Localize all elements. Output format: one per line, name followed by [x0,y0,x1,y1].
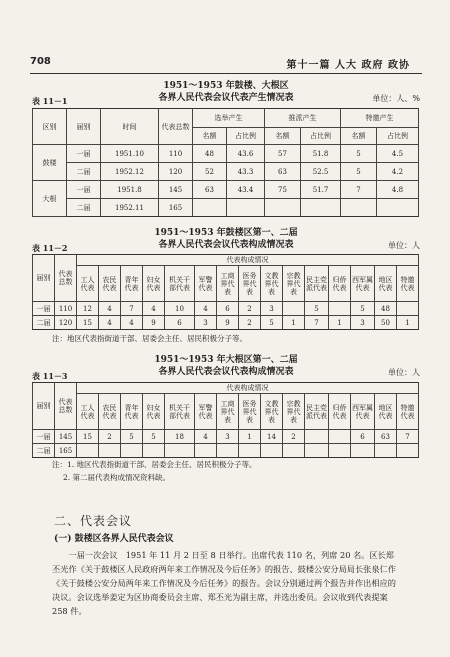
cell: 165 [159,199,193,217]
table2-number: 表 11－2 [32,243,68,253]
district-cell: 大根 [33,181,67,217]
cell [99,444,121,458]
cell: 52.5 [301,163,341,181]
th-pct: 占比例 [227,128,265,145]
cell [121,444,143,458]
cell [341,199,377,217]
cell: 4.5 [377,145,419,163]
district-cell: 鼓楼 [33,145,67,181]
th-category: 医务界代表 [239,266,261,302]
th-category: 宗教界代表 [283,266,305,302]
chapter-title: 第十一篇 人大 政府 政协 [286,60,410,71]
cell: 1951.8 [101,181,159,199]
cell [377,199,419,217]
cell: 120 [55,316,77,330]
th-category: 青年代表 [121,266,143,302]
th-composition: 代表构成情况 [77,255,419,266]
page-number: 708 [30,56,51,67]
cell [77,444,99,458]
cell [261,444,283,458]
section-subheading: (一) 鼓楼区各界人民代表会议 [54,534,174,544]
th-count: 名额 [265,128,301,145]
cell [283,302,305,316]
cell [193,199,227,217]
cell [329,430,351,444]
th-category: 妇女代表 [143,266,165,302]
cell: 63 [375,430,397,444]
cell: 一届 [67,145,101,163]
table-row [33,145,419,163]
cell: 4 [195,302,217,316]
cell [397,444,419,458]
cell: 6 [165,316,195,330]
cell [375,444,397,458]
th-category: 西军属代表 [351,266,375,302]
cell: 4 [99,316,121,330]
th-category: 西军属代表 [351,394,375,430]
table-row [33,444,419,458]
th-category: 地区代表 [375,266,397,302]
cell [283,444,305,458]
cell: 5 [143,430,165,444]
cell: 3 [195,316,217,330]
th-session: 届别 [67,109,101,145]
th-total: 代表总数 [159,109,193,145]
th-invited: 特邀产生 [341,109,419,128]
cell [329,302,351,316]
cell: 7 [397,430,419,444]
th-category: 特邀代表 [397,266,419,302]
th-pct: 占比例 [377,128,419,145]
cell [397,302,419,316]
cell: 6 [217,302,239,316]
cell: 43.3 [227,163,265,181]
cell [195,444,217,458]
table1-unit: 单位：人、% [372,94,420,103]
cell [165,444,195,458]
table3-title-line1: 1951～1953 年大根区第一、二届 [154,355,298,365]
th-total: 代表总数 [55,383,77,430]
th-category: 机关干部代表 [165,394,195,430]
th-category: 归侨代表 [329,266,351,302]
cell: 15 [77,316,99,330]
th-elected: 选举产生 [193,109,265,128]
th-category: 机关干部代表 [165,266,195,302]
cell: 10 [165,302,195,316]
cell [239,444,261,458]
th-category: 工商界代表 [217,394,239,430]
th-category: 民主党派代表 [305,394,329,430]
cell: 4.2 [377,163,419,181]
th-category: 宗教界代表 [283,394,305,430]
table1-number: 表 11－1 [32,96,68,106]
cell: 7 [305,316,329,330]
cell: 57 [265,145,301,163]
table-row [33,316,419,330]
cell: 2 [99,430,121,444]
th-category: 特邀代表 [397,394,419,430]
cell: 5 [261,316,283,330]
cell: 4 [195,430,217,444]
th-category: 工商界代表 [217,266,239,302]
cell: 18 [165,430,195,444]
table3-number: 表 11－3 [32,371,68,381]
th-count: 名额 [341,128,377,145]
cell: 二届 [33,316,55,330]
cell [305,430,329,444]
table1 [32,108,419,217]
table-row [33,199,419,217]
cell: 63 [193,181,227,199]
cell: 43.6 [227,145,265,163]
cell [227,199,265,217]
th-category: 文教界代表 [261,266,283,302]
cell [305,444,329,458]
cell: 165 [55,444,77,458]
page-header [30,56,420,72]
cell: 一届 [33,430,55,444]
cell: 63 [265,163,301,181]
cell: 4 [143,302,165,316]
cell: 9 [217,316,239,330]
table-row [33,163,419,181]
cell: 110 [159,145,193,163]
table1-title-line2: 各界人民代表会议代表产生情况表 [158,93,294,103]
cell: 2 [283,430,305,444]
th-count: 名额 [193,128,227,145]
th-category: 民主党派代表 [305,266,329,302]
th-category: 农民代表 [99,394,121,430]
cell [265,199,301,217]
table-row [33,302,419,316]
cell: 14 [261,430,283,444]
th-category: 军警代表 [195,394,217,430]
cell: 3 [217,430,239,444]
cell: 43.4 [227,181,265,199]
cell: 51.8 [301,145,341,163]
cell: 145 [55,430,77,444]
cell: 1 [397,316,419,330]
table3-note-1: 注：1. 地区代表指街道干部、居委会主任、居民积极分子等。 [52,460,257,469]
table2-title-line2: 各界人民代表会议代表构成情况表 [158,240,294,250]
th-recommended: 推派产生 [265,109,341,128]
column-header-row [33,394,419,430]
cell: 3 [351,316,375,330]
cell: 1952.12 [101,163,159,181]
cell: 12 [77,302,99,316]
th-session: 届别 [33,383,55,430]
cell: 二届 [67,199,101,217]
table-row [33,430,419,444]
cell: 51.7 [301,181,341,199]
cell: 5 [341,163,377,181]
cell: 48 [375,302,397,316]
cell: 48 [193,145,227,163]
cell: 75 [265,181,301,199]
th-category: 归侨代表 [329,394,351,430]
column-header-row [33,266,419,302]
section-heading: 二、代表会议 [54,514,133,528]
cell [351,444,375,458]
table3-title-line2: 各界人民代表会议代表构成情况表 [158,367,294,377]
table2-title-line1: 1951～1953 年鼓楼区第一、二届 [154,228,298,238]
th-category: 文教界代表 [261,394,283,430]
cell: 一届 [33,302,55,316]
cell [301,199,341,217]
table3-note-2: 2. 第二届代表构成情况资料缺。 [63,473,171,482]
th-category: 工人代表 [77,394,99,430]
th-district: 区别 [33,109,67,145]
table2-unit: 单位：人 [388,241,420,250]
cell: 一届 [67,181,101,199]
cell: 120 [159,163,193,181]
th-category: 农民代表 [99,266,121,302]
cell: 52 [193,163,227,181]
cell [217,444,239,458]
body-paragraph: 一届一次会议 1951 年 11 月 2 日至 8 日举行。出席代表 110 名，列席 20 名。区长郑丕光作《关于鼓楼区人民政府两年来工作情况及今后任务》的报告、鼓楼公安分局局长张泉仁作《关于鼓楼公安分局两年来工作情况及今后任务》的报告。会议分别通过两个报告并作出相应的决议。会议选举姜定为区协商委员会主席、郑丕光为副主席，并选出委员。会议收到代表提案 258 件。 [52,550,396,616]
th-total: 代表总数 [55,255,77,302]
cell: 3 [261,302,283,316]
table2 [32,254,419,330]
th-category: 军警代表 [195,266,217,302]
cell: 7 [121,302,143,316]
th-session: 届别 [33,255,55,302]
th-category: 妇女代表 [143,394,165,430]
cell: 110 [55,302,77,316]
cell: 5 [351,302,375,316]
th-category: 工人代表 [77,266,99,302]
cell: 5 [305,302,329,316]
cell: 2 [239,316,261,330]
cell: 二届 [67,163,101,181]
th-composition: 代表构成情况 [77,383,419,394]
cell: 1951.10 [101,145,159,163]
cell: 1952.11 [101,199,159,217]
cell: 50 [375,316,397,330]
cell: 1 [283,316,305,330]
cell: 1 [239,430,261,444]
table1-title-line1: 1951～1953 年鼓楼、大根区 [163,81,289,91]
th-pct: 占比例 [301,128,341,145]
header-rule [30,73,422,74]
th-category: 医务界代表 [239,394,261,430]
cell: 15 [77,430,99,444]
table3 [32,382,419,458]
cell [329,444,351,458]
table2-note: 注：地区代表指街道干部、居委会主任、居民积极分子等。 [52,334,247,343]
cell: 7 [341,181,377,199]
cell: 9 [143,316,165,330]
cell: 145 [159,181,193,199]
cell: 5 [121,430,143,444]
cell [143,444,165,458]
cell: 二届 [33,444,55,458]
cell: 4.8 [377,181,419,199]
cell: 6 [351,430,375,444]
cell: 4 [99,302,121,316]
cell: 1 [329,316,351,330]
cell: 4 [121,316,143,330]
cell: 2 [239,302,261,316]
table-row [33,181,419,199]
th-time: 时间 [101,109,159,145]
table3-unit: 单位：人 [388,368,420,377]
th-category: 青年代表 [121,394,143,430]
cell: 5 [341,145,377,163]
th-category: 地区代表 [375,394,397,430]
